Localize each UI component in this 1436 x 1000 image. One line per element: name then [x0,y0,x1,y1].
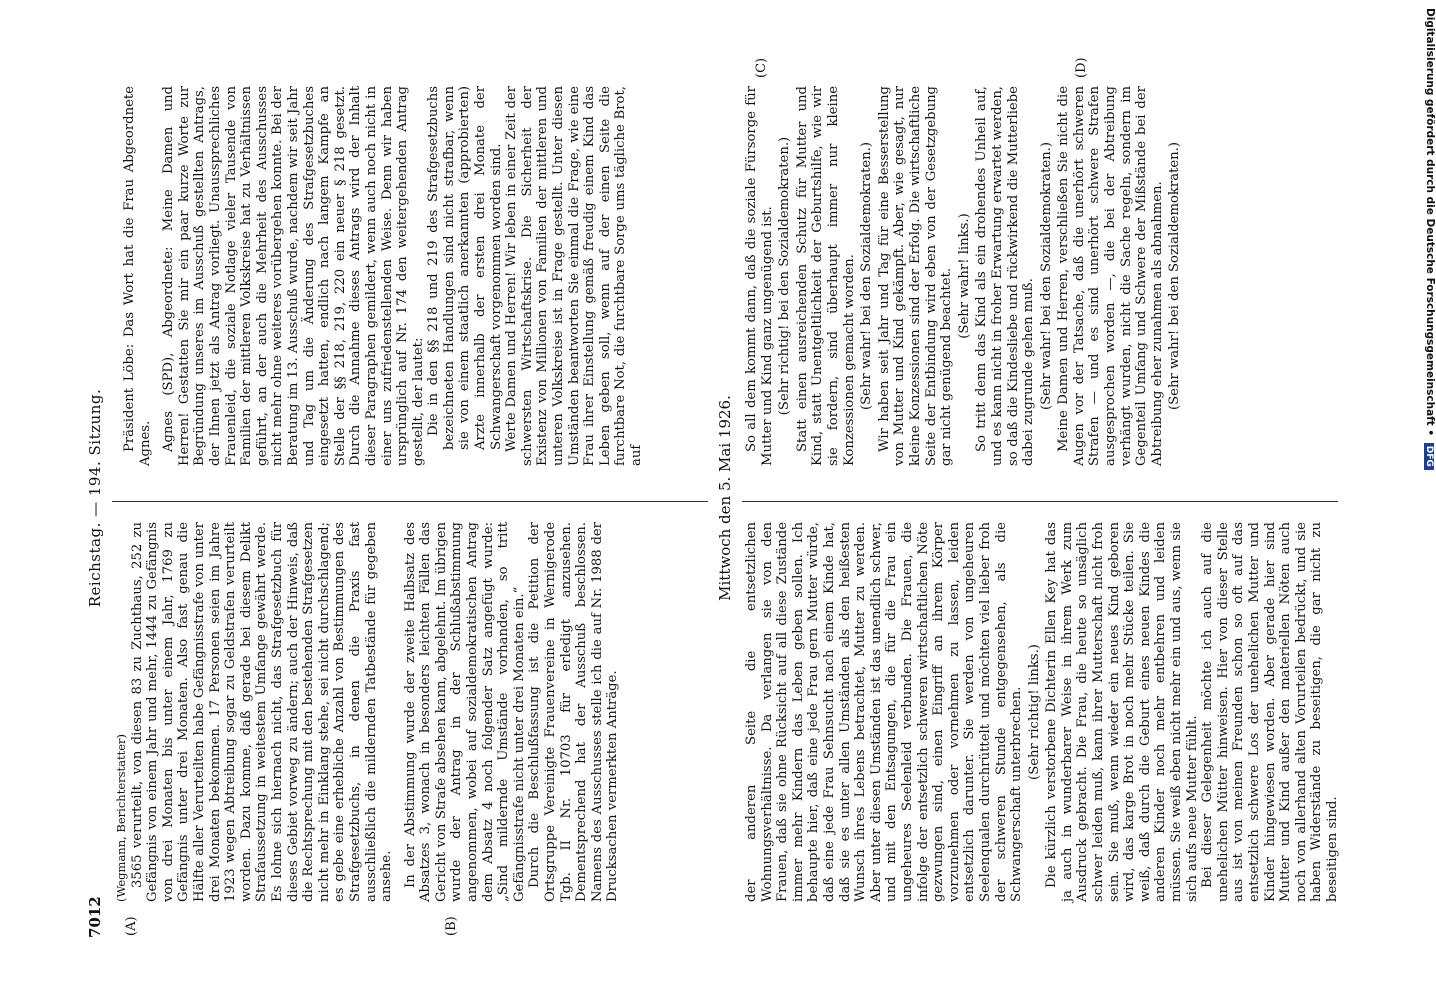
interjection: (Sehr wahr! bei den Sozialdemokraten.) [1038,142,1054,410]
paragraph: Durch die Beschlußfassung ist die Petition der Ortsgruppe Vereinigte Frauenvereine in Wernigerode Tgb. II Nr. 10703 für erledigt anzusehen. Dementsprechend hat der Ausschuß beschlossen. Namens des Ausschusses stelle ich die auf Nr. 1988 der Drucksachen vermerkten Anträge. [527,522,621,902]
page-left-half [84,58,714,938]
paragraph: Wir haben seit Jahr und Tag für eine Besserstellung von Mutter und Kind gekämpft. Aber, wie gesagt, nur kleine Konzessionen sind der Erfolg. Die wirtschaftliche Seite der Entbindung wird eben von der Gesetzgebung gar nicht genügend beachtet. [876,86,955,466]
funding-sidebar [1416,0,1434,1000]
margin-mark-a: (A) [124,916,139,936]
paragraph: Bei dieser Gelegenheit möchte ich auch auf die unehelichen Mütter hinweisen. Hier von dieser Stelle aus ist von meinen Freunden schon so oft auf das entsetzlich schwere Los der unehelichen Mutter und Kinder hingewiesen worden. Aber gerade hier sind Mutter und Kind außer den materiellen Nöten auch noch von allerhand alten Vorurteilen bedrückt, und sie haben Widerstände zu beseitigen, die gar nicht zu beseitigen sind. [1200,522,1340,902]
paragraph: Werte Damen und Herren! Wir leben in einer Zeit der schwersten Wirtschaftskrise. Die Sicherheit der Existenz von Millionen von Familien der mittleren und unteren Volkskreise ist in Frage gestellt. Unter diesen Umständen beantworten Sie einmal die Frage, wie eine Frau ihrer Einstellung gemäß freudig einem Kind das Leben geben soll, wenn auf der einen Seite die furchtbare Not, die furchtbare Sorge ums tägliche Brot, auf [504,86,644,466]
margin-mark-b: (B) [444,916,459,936]
speaker-intro: Präsident Löbe: Das Wort hat die Frau Abgeordnete Agnes. [122,86,153,466]
header-title: Reichstag. — 194. Sitzung. [86,388,104,608]
column-divider [112,501,708,502]
column-b [114,86,645,466]
header-date: Mittwoch den 5. Mai 1926. [716,395,734,601]
column-d [744,86,1185,466]
paragraph: Die kürzlich verstorbene Dichterin Ellen Key hat das ja auch in wunderbarer Weise in ihrem Werk zum Ausdruck gebracht. Die Frau, die heute so unsäglich schwer leiden muß, kann ihrer Mutterschaft nicht froh sein. Sie muß, wenn wieder ein neues Kind geboren wird, das karge Brot in noch mehr Stücke teilen. Sie weiß, daß durch die Geburt eines neuen Kindes die anderen Kinder noch mehr entbehren und leiden müssen. Sie weiß eben nicht mehr ein und aus, wenn sie sich aufs neue Mutter fühlt. [1044,522,1200,902]
paragraph: In der Abstimmung wurde der zweite Halbsatz des Absatzes 3, wonach in besonders leichten Fällen das Gericht von Strafe absehen kann, abgelehnt. Im übrigen wurde der Antrag in der Schlußabstimmung angenommen, wobei auf sozialdemokratischen Antrag dem Absatz 4 noch folgender Satz angefügt wurde: „Sind mildernde Umstände vorhanden, so tritt Gefängnisstrafe nicht unter drei Monaten ein.“ [402,522,527,902]
paragraph: So all dem kommt dann, daß die soziale Fürsorge für Mutter und Kind ganz ungenügend ist. [744,86,775,466]
paragraph: Statt einen ausreichenden Schutz für Mutter und Kind, statt Unentgeltlichkeit der Geburtshilfe, wie wir sie fordern, sind überhaupt immer nur kleine Konzessionen gemacht worden. [794,86,857,466]
speaker-reference: (Wegmann, Berichterstatter) [114,733,128,902]
funding-text: Digitalisierung gefördert durch die Deutsche Forschungsgemeinschaft • [1424,8,1436,437]
interjection: (Sehr richtig! links.) [1026,644,1042,780]
column-c [744,522,1341,902]
page-header-date [714,58,740,938]
paragraph: der anderen Seite die entsetzlichen Wohnungsverhältnisse. Da verlangen sie von den Frauen, daß sie ohne Rücksicht auf all diese Zustände immer mehr Kindern das Leben geben sollen. Ich behaupte hier, daß eine jede Frau gern Mutter würde, daß eine jede Frau Sehnsucht nach einem Kinde hat, daß sie es unter allen Umständen als den heißesten Wunsch ihres Lebens betrachtet, Mutter zu werden. Aber unter diesen Umständen ist das unendlich schwer, und mit den Entsagungen, die für die Frau ein ungeheures Seelenleid verbunden. Die Frauen, die infolge der entsetzlich schweren wirtschaftlichen Nöte gezwungen sind, einen Eingriff an ihrem Körper vorzunehmen oder vornehmen zu lassen, leiden entsetzlich darunter. Sie werden von ungeheuren Seelenqualen durchrüttelt und möchten viel lieber froh der schweren Stunde entgegensehen, als die Schwangerschaft unterbrechen. [744,522,1025,902]
paragraph: So tritt denn das Kind als ein drohendes Unheil auf, und es kann nicht in froher Erwartung erwartet werden, so daß die Kindesliebe und rückwirkend die Mutterliebe dabei zugrunde gehen muß. [974,86,1037,466]
quoted-motion: Die in den §§ 218 und 219 des Strafgesetzbuchs bezeichneten Handlungen sind nicht strafbar, wenn sie von einem staatlich anerkannten (approbierten) Arzte innerhalb der ersten drei Monate der Schwangerschaft vorgenommen worden sind. [426,86,504,450]
column-a [114,522,621,902]
paragraph: Meine Damen und Herren, verschließen Sie nicht die Augen vor der Tatsache, daß die unerhört schweren Strafen — und es sind unerhört schwere Strafen ausgesprochen worden —, die bei der Abtreibung verhängt wurden, nicht die Sache regeln, sondern im Gegenteil Umfang und Schwere der Mißstände bei der Abtreibung eher zunahmen als abnahmen. [1056,86,1165,466]
margin-mark-c: (C) [754,57,769,78]
interjection: (Sehr wahr! bei den Sozialdemokraten.) [1167,142,1183,410]
interjection: (Sehr wahr! bei den Sozialdemokraten.) [859,142,875,410]
interjection: (Sehr richtig! bei den Sozialdemokraten.) [777,136,793,416]
page-right-half [714,58,1344,938]
page-number: 7012 [86,896,104,938]
dfg-logo: DFG [1424,443,1434,470]
margin-mark-d: (D) [1074,57,1089,78]
interjection: (Sehr wahr! links.) [956,213,972,339]
page-header [84,58,110,938]
paragraph: Agnes (SPD), Abgeordnete: Meine Damen und Herren! Gestatten Sie mir ein paar kurze Worte zur Begründung unseres im Ausschuß gestellten Antrags, der Ihnen jetzt als Antrag vorliegt. Unaussprechliches Frauenleid, die soziale Notlage vieler Tausende von Familien der mittleren Volkskreise hat zu Verhältnissen geführt, an der auch die Mehrheit des Ausschusses nicht mehr ohne weiteres vorübergehen konnte. Bei der Beratung im 13. Ausschuß wurde, nachdem wir seit Jahr und Tag um die Änderung des Strafgesetzbuches eingesetzt hatten, endlich nach langem Kampfe an Stelle der §§ 218, 219, 220 ein neuer § 218 gesetzt. Durch die Annahme dieses Antrags wird der Inhalt dieser Paragraphen gemildert, wenn auch noch nicht in einer uns zufriedenstellenden Weise. Denn wir haben ursprünglich auf Nr. 174 den weitergehenden Antrag gestellt, der lautet: [161,86,426,466]
funding-notice [1424,8,1436,470]
column-divider [742,501,1338,502]
paragraph: 3565 verurteilt, von diesen 83 zu Zuchthaus, 252 zu Gefängnis von einem Jahr und mehr, 1444 zu Gefängnis von drei Monaten bis unter einem Jahr, 1769 zu Gefängnis unter drei Monaten. Also fast genau die Hälfte aller Verurteilten habe Gefängnisstrafe von unter drei Monaten bekommen. 17 Personen seien im Jahre 1923 wegen Abtreibung sogar zu Geldstrafen verurteilt worden. Dazu komme, daß gerade bei diesem Delikt Strafaussetzung in weitestem Umfange gewährt werde. Es lohne sich hiernach nicht, das Strafgesetzbuch für dieses Gebiet vorweg zu ändern; auch der Hinweis, daß die Rechtsprechung mit den bestehenden Strafgesetzen nicht mehr in Einklang stehe, sei nicht durchschlagend; es gebe eine erhebliche Anzahl von Bestimmungen des Strafgesetzbuchs, in denen die Praxis fast ausschließlich die mildernden Tatbestände für gegeben ansehe. [129,522,395,902]
printed-page [84,58,1344,938]
